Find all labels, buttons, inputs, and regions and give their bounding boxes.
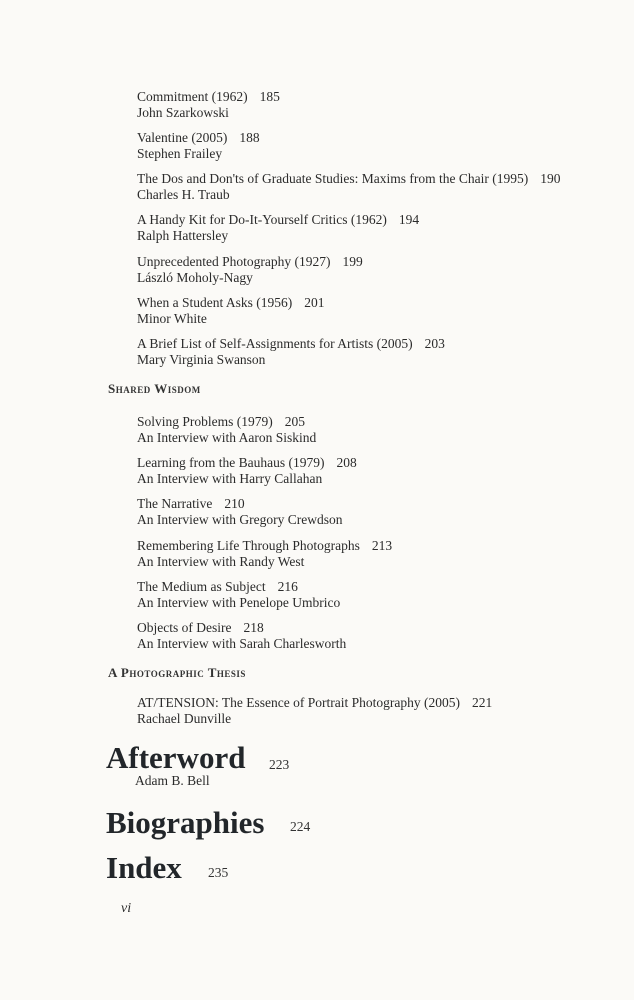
biographies-page: 224 xyxy=(290,819,311,834)
toc-entry xyxy=(137,295,324,327)
entry-title: AT/TENSION: The Essence of Portrait Photography (2005) xyxy=(137,695,460,710)
toc-entry xyxy=(137,130,260,162)
toc-entry xyxy=(137,89,280,121)
entry-page: 221 xyxy=(471,695,493,710)
entry-author: John Szarkowski xyxy=(137,105,229,120)
toc-entry xyxy=(137,171,561,203)
entry-author: An Interview with Harry Callahan xyxy=(137,471,323,486)
toc-entry xyxy=(137,414,316,446)
entry-author: An Interview with Penelope Umbrico xyxy=(137,595,341,610)
toc-entry xyxy=(137,620,346,652)
entry-page: 199 xyxy=(342,254,363,269)
biographies-heading: Biographies xyxy=(106,805,265,840)
entry-title: The Medium as Subject xyxy=(137,579,266,594)
entry-page: 194 xyxy=(398,212,420,227)
index-page: 235 xyxy=(208,865,229,880)
entry-page: 203 xyxy=(424,336,445,351)
entry-author: Stephen Frailey xyxy=(137,146,223,161)
entry-author: An Interview with Sarah Charlesworth xyxy=(137,636,347,651)
entry-page: 216 xyxy=(277,579,298,594)
entry-author: Rachael Dunville xyxy=(137,711,232,726)
entry-title: Remembering Life Through Photographs xyxy=(137,538,360,553)
toc-entry xyxy=(137,538,392,570)
entry-title: Solving Problems (1979) xyxy=(137,414,273,429)
entry-title: A Handy Kit for Do-It-Yourself Critics (1962) xyxy=(137,212,387,227)
entry-page: 213 xyxy=(371,538,393,553)
entry-title: Valentine (2005) xyxy=(137,130,228,145)
entry-title: The Narrative xyxy=(137,496,213,511)
entry-author: Minor White xyxy=(137,311,207,326)
afterword-author: Adam B. Bell xyxy=(135,773,210,788)
entry-page: 218 xyxy=(243,620,264,635)
section-heading-photographic-thesis: A Photographic Thesis xyxy=(108,665,246,680)
entry-page: 205 xyxy=(284,414,306,429)
entry-title: Objects of Desire xyxy=(137,620,232,635)
entry-page: 210 xyxy=(224,496,245,511)
entry-author: Charles H. Traub xyxy=(137,187,230,202)
entry-author: László Moholy-Nagy xyxy=(137,270,253,285)
toc-entry xyxy=(137,579,340,611)
entry-author: Mary Virginia Swanson xyxy=(137,352,266,367)
section-heading-shared-wisdom: Shared Wisdom xyxy=(108,381,201,396)
entry-author: An Interview with Gregory Crewdson xyxy=(137,512,343,527)
entry-author: An Interview with Randy West xyxy=(137,554,305,569)
afterword-page: 223 xyxy=(269,757,290,772)
entry-page: 188 xyxy=(239,130,260,145)
toc-entry xyxy=(137,336,445,368)
toc-entry xyxy=(137,254,363,286)
entry-page: 185 xyxy=(259,89,280,104)
entry-author: Ralph Hattersley xyxy=(137,228,229,243)
entry-title: When a Student Asks (1956) xyxy=(137,295,293,310)
entry-title: Learning from the Bauhaus (1979) xyxy=(137,455,325,470)
entry-page: 208 xyxy=(336,455,357,470)
toc-entry xyxy=(137,455,357,487)
toc-entry xyxy=(137,496,342,528)
entry-page: 190 xyxy=(540,171,561,186)
entry-title: A Brief List of Self-Assignments for Artists (2005) xyxy=(137,336,413,351)
toc-entry xyxy=(137,212,419,244)
entry-title: Commitment (1962) xyxy=(137,89,248,104)
toc-entry xyxy=(137,695,492,727)
entry-page: 201 xyxy=(304,295,325,310)
entry-title: The Dos and Don'ts of Graduate Studies: Maxims from the Chair (1995) xyxy=(137,171,529,186)
entry-title: Unprecedented Photography (1927) xyxy=(137,254,331,269)
entry-author: An Interview with Aaron Siskind xyxy=(137,430,317,445)
afterword-heading: Afterword xyxy=(106,740,246,775)
index-heading: Index xyxy=(106,850,182,885)
page-folio: vi xyxy=(121,901,132,916)
